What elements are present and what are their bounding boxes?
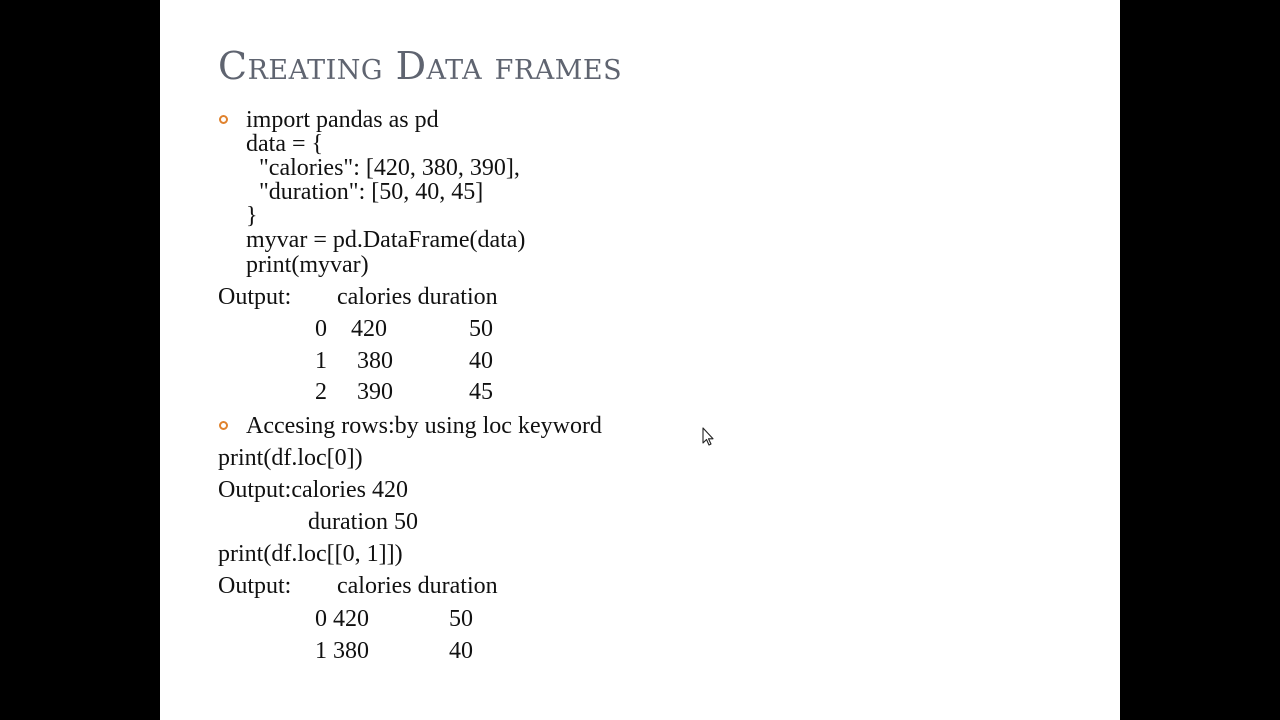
output-row-calories: 390 <box>357 379 393 405</box>
output-row-duration: 50 <box>449 606 473 632</box>
output-row-calories: 380 <box>357 348 393 374</box>
output-header: calories duration <box>337 284 498 310</box>
output-row-index: 0 <box>315 316 327 342</box>
code-line-print: print(myvar) <box>246 252 369 278</box>
output-row-index-calories: 1 380 <box>315 638 369 664</box>
code-line-dataframe: myvar = pd.DataFrame(data) <box>246 227 526 253</box>
slide <box>160 0 1120 720</box>
output-row-duration: 50 <box>469 316 493 342</box>
output-label: Output: <box>218 284 292 310</box>
bullet-icon <box>219 115 228 124</box>
mouse-cursor-icon <box>702 427 716 447</box>
loc-code-single: print(df.loc[0]) <box>218 445 363 471</box>
code-line-data-close: } <box>246 203 258 229</box>
output-row-index: 1 <box>315 348 327 374</box>
output-header: calories duration <box>337 573 498 599</box>
loc-code-multi: print(df.loc[[0, 1]]) <box>218 541 403 567</box>
output-row-duration: 40 <box>469 348 493 374</box>
output-row-duration: 45 <box>469 379 493 405</box>
slide-title: Creating Data frames <box>218 44 623 88</box>
output-row-duration: 40 <box>449 638 473 664</box>
output-label: Output: <box>218 573 292 599</box>
bullet-accessing-rows: Accesing rows:by using loc keyword <box>246 413 602 439</box>
output-row-index: 2 <box>315 379 327 405</box>
loc-output-line1: Output:calories 420 <box>218 477 408 503</box>
loc-output-line2: duration 50 <box>308 509 418 535</box>
output-row-calories: 420 <box>351 316 387 342</box>
code-line-data-open: data = { <box>246 131 324 157</box>
bullet-icon <box>219 421 228 430</box>
code-line-calories: "calories": [420, 380, 390], <box>259 155 520 181</box>
code-line-duration: "duration": [50, 40, 45] <box>259 179 484 205</box>
code-line-import: import pandas as pd <box>246 107 439 133</box>
output-row-index-calories: 0 420 <box>315 606 369 632</box>
